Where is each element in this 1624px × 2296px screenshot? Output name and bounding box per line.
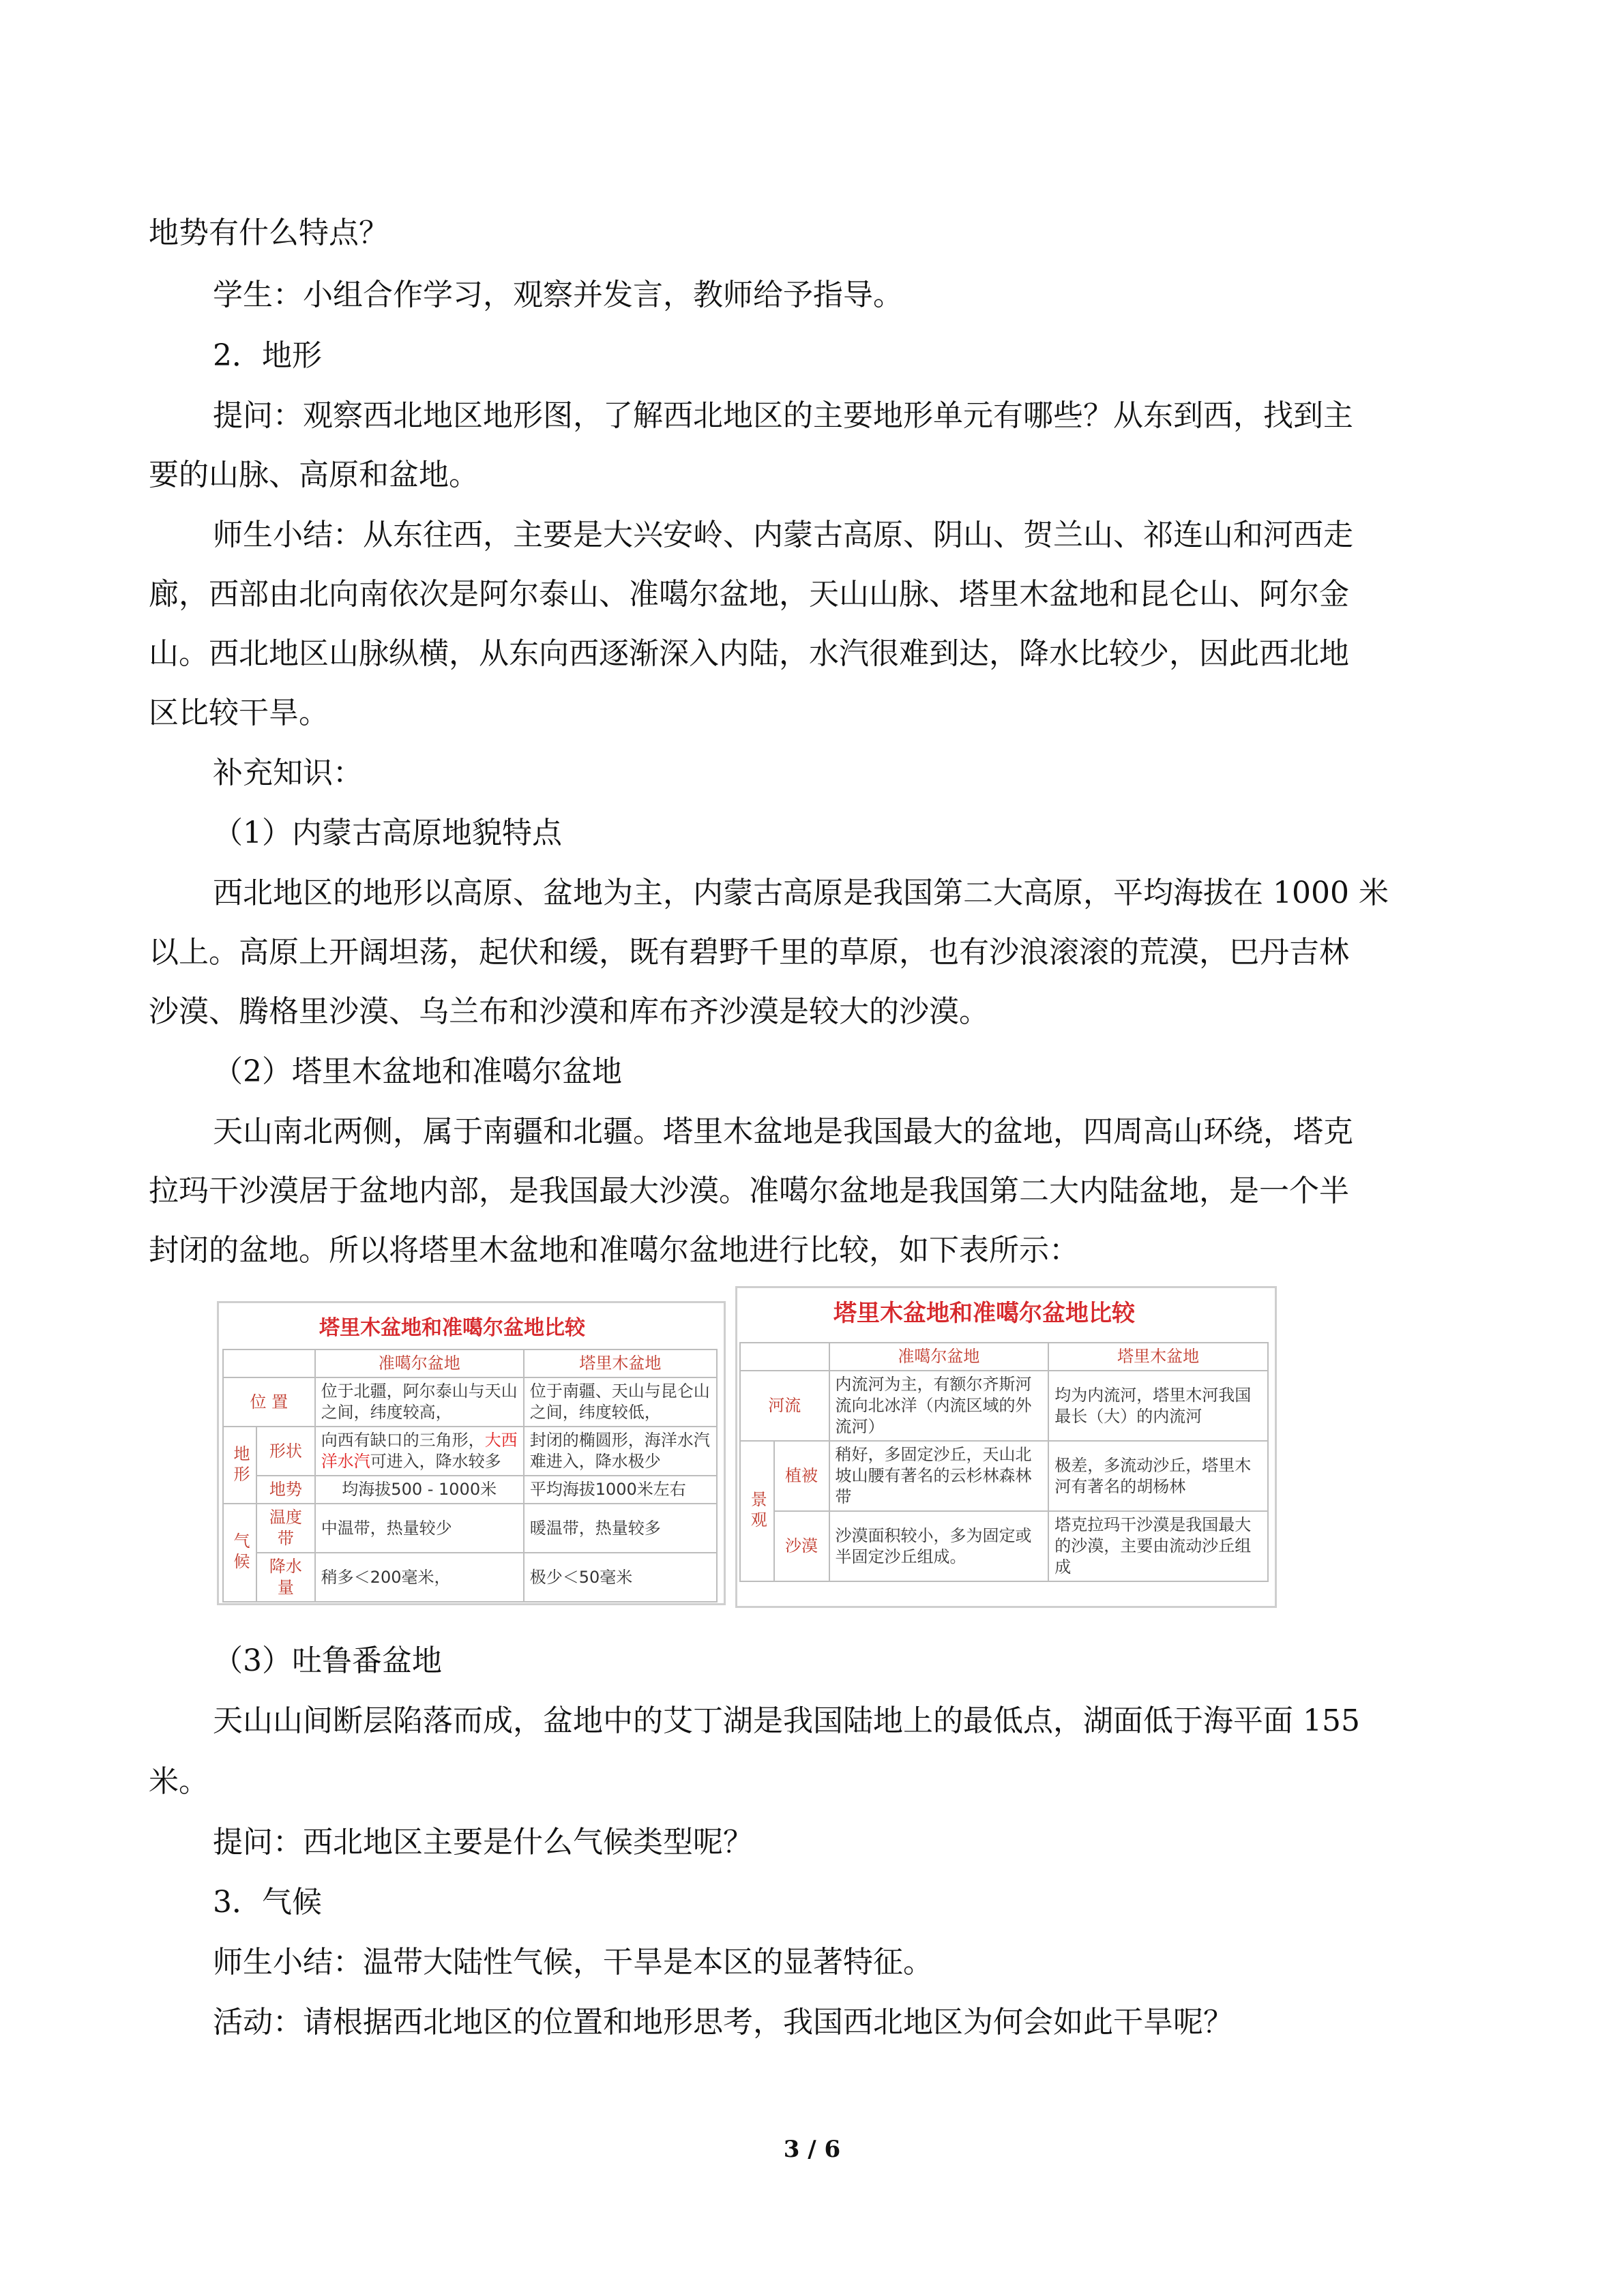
paragraph-line: 以上。高原上开阔坦荡，起伏和缓，既有碧野千里的草原，也有沙浪滚滚的荒漠，巴丹吉林: [149, 935, 1349, 970]
paragraph-line: 廊，西部由北向南依次是阿尔泰山、准噶尔盆地，天山山脉、塔里木盆地和昆仑山、阿尔金: [149, 577, 1349, 612]
table1-highlight: 大西洋水汽: [321, 1431, 518, 1471]
table1-row-wendudai: 温度带: [256, 1504, 315, 1553]
subsection-heading: （3）吐鲁番盆地: [213, 1643, 442, 1678]
paragraph-line: 区比较干旱。: [149, 696, 329, 730]
table1-text: 向西有缺口的三角形，: [321, 1431, 485, 1450]
table2-col-b: 塔里木盆地: [1048, 1343, 1268, 1371]
paragraph-line: 封闭的盆地。所以将塔里木盆地和准噶尔盆地进行比较，如下表所示：: [149, 1233, 1079, 1268]
paragraph-line: 山。西北地区山脉纵横，从东向西逐渐深入内陆，水汽很难到达，降水比较少，因此西北地: [149, 636, 1349, 671]
table1-cell: [315, 1427, 524, 1476]
paragraph-line: 天山山间断层陷落而成，盆地中的艾丁湖是我国陆地上的最低点，湖面低于海平面 155: [213, 1703, 1360, 1738]
paragraph-line: 师生小结：温带大陆性气候，干旱是本区的显著特征。: [213, 1945, 933, 1980]
table1-row-xingzhuang: 形状: [256, 1427, 315, 1476]
table1-cell: 位于南疆、天山与昆仑山之间，纬度较低，: [524, 1377, 717, 1427]
page-number: 3 / 6: [783, 2136, 841, 2163]
paragraph-line: 西北地区的地形以高原、盆地为主，内蒙古高原是我国第二大高原，平均海拔在 1000 米: [213, 876, 1389, 910]
table1-group-qihou: 气候: [223, 1504, 256, 1602]
table1-cell: 平均海拔1000米左右: [524, 1476, 717, 1504]
paragraph-line: 师生小结：从东往西，主要是大兴安岭、内蒙古高原、阴山、贺兰山、祁连山和河西走: [213, 518, 1353, 552]
comparison-table-2: [739, 1342, 1269, 1582]
table1-col-b: 塔里木盆地: [524, 1350, 717, 1377]
table2-cell: 内流河为主，有额尔齐斯河流向北冰洋（内流区域的外流河）: [829, 1371, 1049, 1441]
paragraph-line: 天山南北两侧，属于南疆和北疆。塔里木盆地是我国最大的盆地，四周高山环绕，塔克: [213, 1114, 1353, 1149]
table1-group-dixing: 地形: [223, 1427, 256, 1504]
subsection-heading: （2）塔里木盆地和准噶尔盆地: [213, 1054, 622, 1089]
table1-cell: 均海拔500 - 1000米: [315, 1476, 524, 1504]
paragraph-line: 活动：请根据西北地区的位置和地形思考，我国西北地区为何会如此干旱呢？: [213, 2005, 1233, 2040]
table1-cell: 中温带，热量较少: [315, 1504, 524, 1553]
table2-cell: 塔克拉玛干沙漠是我国最大的沙漠，主要由流动沙丘组成: [1048, 1511, 1268, 1581]
table1-cell: 暖温带，热量较多: [524, 1504, 717, 1553]
section-heading: 2．地形: [213, 338, 322, 373]
section-heading: 3．气候: [213, 1885, 322, 1920]
table1-title: 塔里木盆地和准噶尔盆地比较: [319, 1316, 585, 1340]
table1-cell: 位于北疆，阿尔泰山与天山之间，纬度较高，: [315, 1377, 524, 1427]
table1-row-weizhi: 位 置: [223, 1377, 315, 1427]
table1-text: 可进入，降水较多: [370, 1452, 501, 1471]
subsection-heading: （1）内蒙古高原地貌特点: [213, 816, 562, 850]
paragraph-line: 补充知识：: [213, 756, 363, 790]
table2-cell: 沙漠面积较小，多为固定或半固定沙丘组成。: [829, 1511, 1049, 1581]
table1-cell: 极少＜50毫米: [524, 1553, 717, 1602]
comparison-table-1: [222, 1349, 718, 1602]
table2-cell: 稍好，多固定沙丘，天山北坡山腰有著名的云杉林森林带: [829, 1441, 1049, 1511]
table2-row-zhibei: 植被: [774, 1441, 829, 1511]
table2-col-a: 准噶尔盆地: [829, 1343, 1049, 1371]
table2-row-shamo: 沙漠: [774, 1511, 829, 1581]
paragraph-line: 提问：西北地区主要是什么气候类型呢？: [213, 1825, 753, 1860]
table1-col-a: 准噶尔盆地: [315, 1350, 524, 1377]
table2-group-jingguan: 景观: [740, 1441, 774, 1581]
table2-cell: 极差，多流动沙丘，塔里木河有著名的胡杨林: [1048, 1441, 1268, 1511]
table2-cell: 均为内流河，塔里木河我国最长（大）的内流河: [1048, 1371, 1268, 1441]
table2-row-heliu: 河流: [740, 1371, 829, 1441]
paragraph-line: 米。: [149, 1764, 209, 1799]
paragraph-line: 地势有什么特点？: [149, 215, 389, 250]
table1-row-jiangshui: 降水量: [256, 1553, 315, 1602]
table1-cell: 稍多＜200毫米，: [315, 1553, 524, 1602]
paragraph-line: 要的山脉、高原和盆地。: [149, 458, 479, 492]
table1-row-dishi: 地势: [256, 1476, 315, 1504]
paragraph-line: 提问：观察西北地区地形图，了解西北地区的主要地形单元有哪些？从东到西，找到主: [213, 398, 1353, 433]
table2-title: 塔里木盆地和准噶尔盆地比较: [833, 1300, 1135, 1327]
paragraph-line: 沙漠、腾格里沙漠、乌兰布和沙漠和库布齐沙漠是较大的沙漠。: [149, 994, 989, 1029]
paragraph-line: 学生：小组合作学习，观察并发言，教师给予指导。: [213, 278, 903, 312]
table1-cell: 封闭的椭圆形，海洋水汽难进入，降水极少: [524, 1427, 717, 1476]
paragraph-line: 拉玛干沙漠居于盆地内部，是我国最大沙漠。准噶尔盆地是我国第二大内陆盆地，是一个半: [149, 1174, 1349, 1208]
